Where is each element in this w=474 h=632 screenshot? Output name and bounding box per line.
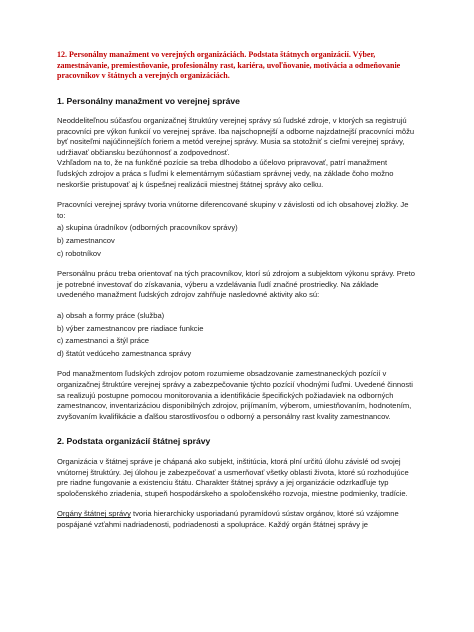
list-item: a) obsah a formy práce (služba): [57, 311, 165, 320]
section-2-paragraph-1: Organizácia v štátnej správe je chápaná ako subjekt, inštitúcia, ktorá plní určitú úlohu závislé od svojej vnútornej štruktúry. Jej úlohou je zabezpečovať a usmerňovať všetky oblasti života, ktoré sú rozhodujúce pre riadne fungovanie a existenciu štátu. Charakter štátnej správy a jej organizácie odzrkadľuje typ spoločenského zriadenia, stupeň hospodárskeho a spoločenského rozvoja, miestne podmienky, tradície.: [57, 456, 409, 498]
section-2-paragraph-2: [57, 509, 417, 530]
activities-list: [57, 311, 417, 359]
section-1-paragraph-1: Neoddeliteľnou súčasťou organizačnej štruktúry verejnej správy sú ľudské zdroje, v ktorých sa registrujú pracovníci pre výkon funkcií vo verejnej správe. Iba najschopnejší a odborne najzdatnejší pracovníci môžu byť nositeľmi najúčinnejších foriem a metód verejnej správy. Musia sa stotožniť s cieľmi verejnej správy, udržiavať občiansku bezúhonnosť a zodpovednosť.: [57, 116, 415, 157]
section-1-paragraph-5: Pod manažmentom ľudských zdrojov potom rozumieme obsadzovanie zamestnaneckých pozícií v organizačnej štruktúre verejnej správy a zabezpečovanie týchto pozícií vhodnými ľuďmi. Uvedené činnosti sa realizujú postupne pomocou monitorovania a identifikácie špecifických požiadaviek na odborných zamestnancov, inventarizáciou disponibilných zdrojov, prijímaním, výberom, umiestňovaním, hodnotením, zvyšovaním kvalifikácie a ďalšou starostlivosťou o odborný a personálny rast kvality zamestnancov.: [57, 369, 413, 421]
list-item: d) štatút vedúceho zamestnanca správy: [57, 348, 192, 358]
list-item: b) zamestnancov: [57, 236, 115, 246]
document-body: [57, 50, 417, 541]
list-item: b) výber zamestnancov pre riadiace funkcie: [57, 323, 204, 333]
employee-groups-list: [57, 223, 417, 259]
section-1-paragraph-2: Vzhľadom na to, že na funkčné pozície sa treba dlhodobo a účelovo pripravovať, patrí manažment ľudských zdrojov a práca s ľuďmi k elementárnym súčastiam správnej vedy, na základe čoho možno neskoršie pristupovať aj k úspešnej realizácii miestnej štátnej správy ako celku.: [57, 158, 394, 189]
underlined-term: Orgány štátnej správy: [57, 509, 131, 519]
list-item: c) robotníkov: [57, 248, 101, 258]
section-2-heading: 2. Podstata organizácií štátnej správy: [57, 436, 211, 447]
section-1-paragraph-4: Personálnu prácu treba orientovať na tých pracovníkov, ktorí sú zdrojom a subjektom výkonu správy. Preto je potrebné investovať do získavania, výberu a vzdelávania ľudí značné prostriedky. Na základe uvedeného manažment ľudských zdrojov zahŕňuje nasledovné aktivity ako sú:: [57, 269, 415, 300]
section-1-paragraph-3: Pracovníci verejnej správy tvoria vnútorne diferencované skupiny v závislosti od ich obsahovej zložky. Je to:: [57, 200, 409, 220]
paragraph-text: tvoria hierarchicky usporiadanú pyramídovú sústav orgánov, ktoré sú vzájomne pospájané vzťahmi nadriadenosti, podriadenosti a spolupráce. Každý orgán štátnej správy je: [57, 509, 399, 529]
section-1-heading: 1. Personálny manažment vo verejnej správe: [57, 95, 240, 106]
list-item: a) skupina úradníkov (odborných pracovníkov správy): [57, 223, 238, 233]
list-item: c) zamestnanci a štýl práce: [57, 336, 150, 346]
document-title: 12. Personálny manažment vo verejných organizáciách. Podstata štátnych organizácií. Výber, zamestnávanie, premiestňovanie, profesionálny rast, kariéra, uvoľňovanie, motivácia a odmeňovanie pracovníkov v štátnych a verejných organizáciách.: [57, 50, 401, 80]
